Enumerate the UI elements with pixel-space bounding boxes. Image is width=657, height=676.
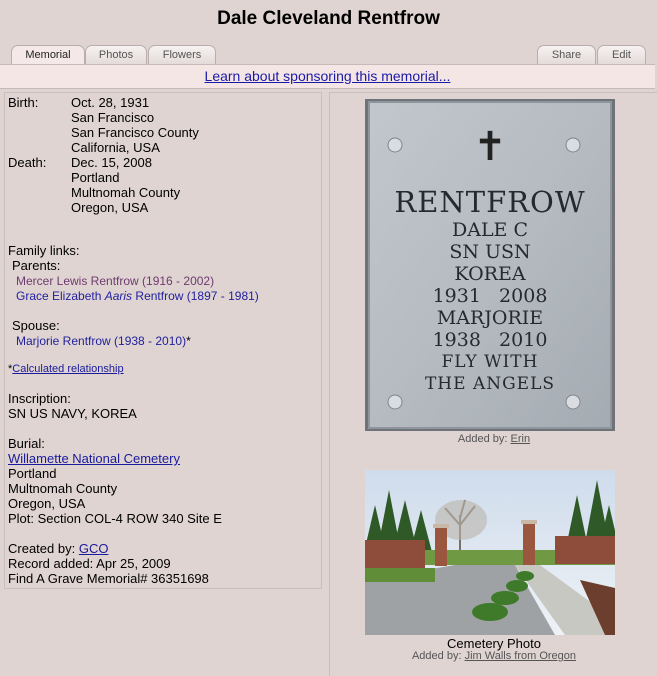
created-by (8, 541, 108, 556)
headstone-added-label: Added by: (457, 433, 511, 445)
headstone-line-dates1: 1931 2008 (432, 285, 548, 307)
calculated-relationship-note (8, 362, 124, 377)
burial-city: Portland (8, 466, 57, 481)
parent-link-grace[interactable] (16, 289, 259, 304)
cemetery-added-label: Added by: (411, 650, 465, 662)
spouse-link-marjorie[interactable] (16, 334, 191, 349)
sponsor-bar (0, 64, 655, 89)
cemetery-photo-caption: Cemetery Photo (447, 636, 541, 651)
death-county: Multnomah County (71, 185, 181, 200)
birth-label: Birth: (8, 95, 39, 110)
headstone-added-by (330, 433, 657, 445)
parent-link-mercer[interactable]: Mercer Lewis Rentfrow (1916 - 2002) (16, 274, 215, 288)
memorial-id: Find A Grave Memorial# 36351698 (8, 571, 209, 586)
parent2-italic: Aaris (104, 289, 133, 303)
headstone-photo[interactable] (365, 99, 615, 431)
spouse-label: Spouse: (12, 318, 60, 333)
inscription-label: Inscription: (8, 391, 71, 406)
headstone-line-war: KOREA (454, 263, 526, 285)
headstone-line-epitaph2: THE ANGELS (424, 374, 556, 394)
headstone-line-surname: RENTFROW (394, 185, 586, 219)
burial-state: Oregon, USA (8, 496, 86, 511)
parent2-first: Grace Elizabeth (16, 289, 105, 303)
sponsor-link[interactable]: Learn about sponsoring this memorial... (204, 68, 451, 84)
headstone-line-dates2: 1938 2010 (432, 329, 548, 351)
headstone-contributor-link[interactable]: Erin (510, 433, 531, 445)
spouse-calc-mark: * (186, 334, 191, 348)
tab-edit[interactable]: Edit (597, 45, 646, 65)
cemetery-photo-added-by (330, 650, 657, 662)
burial-label: Burial: (8, 436, 45, 451)
birth-county: San Francisco County (71, 125, 199, 140)
burial-county: Multnomah County (8, 481, 118, 496)
cemetery-contributor-link[interactable]: Jim Walls from Oregon (464, 650, 577, 662)
tab-memorial[interactable]: Memorial (11, 45, 85, 66)
headstone-inscription (365, 185, 615, 395)
headstone-line-name: DALE C (451, 219, 529, 241)
tab-share[interactable]: Share (537, 45, 596, 65)
cemetery-photo[interactable] (365, 470, 615, 635)
headstone-line-branch: SN USN (449, 241, 531, 263)
birth-date: Oct. 28, 1931 (71, 95, 150, 110)
calculated-relationship-link[interactable]: Calculated relationship (12, 363, 124, 375)
birth-city: San Francisco (71, 110, 155, 125)
spouse-name: Marjorie Rentfrow (1938 - 2010) (16, 334, 187, 348)
death-label: Death: (8, 155, 47, 170)
page-title: Dale Cleveland Rentfrow (217, 8, 440, 29)
headstone-cross: ✝ (473, 124, 507, 170)
memorial-details (4, 92, 322, 589)
calc-star: * (8, 363, 13, 375)
death-date: Dec. 15, 2008 (71, 155, 152, 170)
photo-panel (329, 92, 657, 676)
creator-link[interactable]: GCO (78, 541, 109, 556)
burial-plot: Plot: Section COL-4 ROW 340 Site E (8, 511, 222, 526)
death-city: Portland (71, 170, 120, 185)
cemetery-link-wrap (8, 451, 180, 466)
tab-flowers[interactable]: Flowers (148, 45, 216, 65)
cemetery-link[interactable]: Willamette National Cemetery (8, 451, 180, 466)
parent2-rest: Rentfrow (1897 - 1981) (132, 289, 259, 303)
headstone-line-epitaph1: FLY WITH (441, 352, 539, 372)
cemetery-image (365, 470, 615, 635)
created-by-label: Created by: (8, 541, 79, 556)
tab-photos[interactable]: Photos (85, 45, 147, 65)
parents-label: Parents: (12, 258, 61, 273)
record-added: Record added: Apr 25, 2009 (8, 556, 171, 571)
inscription-text: SN US NAVY, KOREA (8, 406, 137, 421)
headstone-line-spouse: MARJORIE (436, 307, 544, 329)
family-links-heading: Family links: (8, 243, 80, 258)
birth-state: California, USA (71, 140, 160, 155)
death-state: Oregon, USA (71, 200, 149, 215)
